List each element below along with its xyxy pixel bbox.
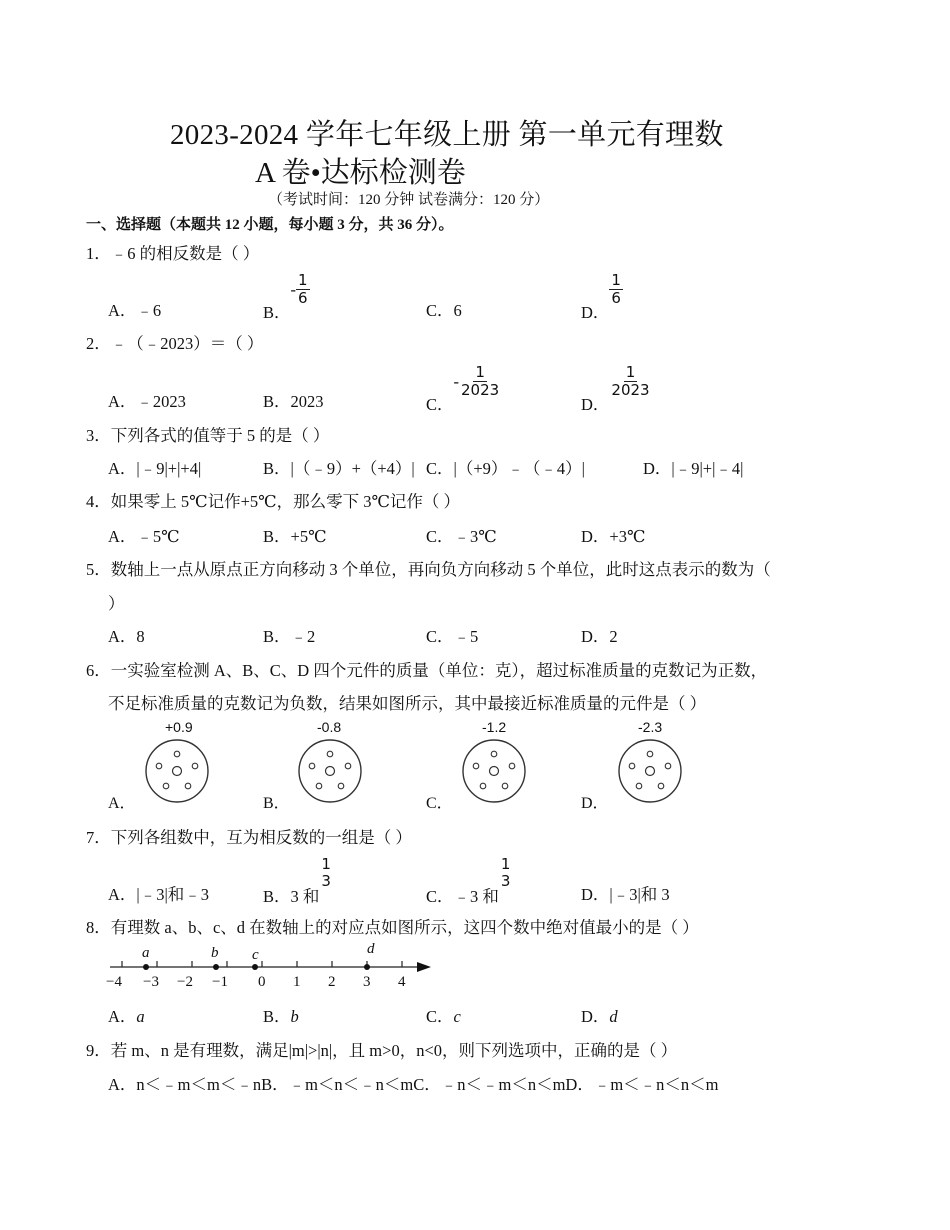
q8-option-d: D．d bbox=[581, 1007, 618, 1026]
q5-option-d: D．2 bbox=[581, 627, 618, 646]
q3-option-c: C．|（+9）﹣（﹣4）| bbox=[426, 459, 585, 478]
q1-option-d: D． $\frac{1}{6}$ bbox=[581, 271, 621, 323]
fraction: $\frac{1}{2023}$ bbox=[461, 363, 500, 399]
q1-option-c: C．6 bbox=[426, 301, 462, 320]
q5-option-a: A．8 bbox=[108, 627, 145, 646]
exam-info: （考试时间：120 分钟 试卷满分：120 分） bbox=[268, 192, 550, 208]
point-label-b: b bbox=[211, 945, 219, 961]
question-7: 7．下列各组数中，互为相反数的一组是（ ） bbox=[86, 828, 412, 847]
number-line-ticks: −4 −3 −2 −1 0 1 2 3 4 bbox=[106, 974, 406, 990]
q3-option-b: B．|（﹣9）+（+4）| bbox=[263, 459, 415, 478]
figure-label-d: D． bbox=[581, 795, 609, 812]
question-5: 5．数轴上一点从原点正方向移动 3 个单位，再向负方向移动 5 个单位，此时这点表示的数为（ bbox=[86, 560, 771, 579]
section-heading: 一、选择题（本题共 12 小题，每小题 3 分，共 36 分）。 bbox=[86, 217, 454, 233]
question-9: 9．若 m、n 是有理数，满足|m|>|n|，且 m>0，n<0，则下列选项中，正确的是（ ） bbox=[86, 1041, 678, 1060]
q8-option-a: A．a bbox=[108, 1007, 145, 1026]
q2-option-c: C．- $\frac{1}{2023}$ bbox=[426, 363, 500, 415]
figure-value-b: -0.8 bbox=[317, 719, 342, 735]
point-label-c: c bbox=[252, 947, 259, 963]
figure-label-b: B． bbox=[263, 795, 290, 812]
q3-option-d: D．|﹣9|+|﹣4| bbox=[643, 459, 744, 478]
question-1 bbox=[86, 240, 259, 264]
question-4: 4．如果零上 5℃记作+5℃，那么零下 3℃记作（ ） bbox=[86, 492, 461, 511]
component-disk-icon bbox=[142, 736, 212, 806]
q7-option-c: C．﹣3 和 1 3 bbox=[426, 855, 511, 906]
document-subtitle-title: A 卷•达标检测卷 bbox=[255, 157, 466, 189]
fraction: 1 3 bbox=[321, 855, 331, 890]
figure-label-c: C． bbox=[426, 795, 453, 812]
fraction: $\frac{1}{6}$ bbox=[611, 271, 621, 307]
q2-option-d: D． $\frac{1}{2023}$ bbox=[581, 363, 650, 415]
question-stem: ﹣6 的相反数是（ ） bbox=[110, 244, 260, 263]
q4-option-a: A．﹣5℃ bbox=[108, 527, 180, 546]
document-title: 2023-2024 学年七年级上册 第一单元有理数 bbox=[170, 119, 724, 151]
figure-value-a: +0.9 bbox=[165, 719, 193, 735]
q2-option-b: B．2023 bbox=[263, 392, 324, 411]
q7-option-d: D．|﹣3|和 3 bbox=[581, 885, 670, 904]
q9-options: A．n＜﹣m＜m＜﹣nB．﹣m＜n＜﹣n＜mC．﹣n＜﹣m＜n＜mD．﹣m＜﹣n＜n＜m bbox=[108, 1075, 719, 1094]
q1-option-b: B．- $\frac{1}{6}$ bbox=[263, 271, 308, 323]
fraction: $\frac{1}{6}$ bbox=[298, 271, 308, 307]
question-6: 6．一实验室检测 A、B、C、D 四个元件的质量（单位：克），超过标准质量的克数记为正数， bbox=[86, 661, 768, 680]
q5-option-c: C．﹣5 bbox=[426, 627, 479, 646]
fraction: 1 3 bbox=[500, 855, 511, 890]
component-disk-icon bbox=[615, 736, 685, 806]
question-3: 3．下列各式的值等于 5 的是（ ） bbox=[86, 426, 330, 445]
figure-label-a: A． bbox=[108, 795, 136, 812]
q1-option-a: A．﹣6 bbox=[108, 301, 162, 320]
question-8: 8．有理数 a、b、c、d 在数轴上的对应点如图所示，这四个数中绝对值最小的是（ ） bbox=[86, 918, 699, 937]
q4-option-b: B．+5℃ bbox=[263, 527, 327, 546]
fraction: $\frac{1}{2023}$ bbox=[611, 363, 650, 399]
question-6-continued: 不足标准质量的克数记为负数，结果如图所示，其中最接近标准质量的元件是（ ） bbox=[108, 694, 707, 713]
q8-option-b: B．b bbox=[263, 1007, 299, 1026]
figure-value-d: -2.3 bbox=[638, 719, 663, 735]
q4-option-d: D．+3℃ bbox=[581, 527, 646, 546]
question-2: 2．﹣（﹣2023）＝（ ） bbox=[86, 334, 264, 353]
q3-option-a: A．|﹣9|+|+4| bbox=[108, 459, 202, 478]
q7-option-a: A．|﹣3|和﹣3 bbox=[108, 885, 210, 904]
q2-option-a: A．﹣2023 bbox=[108, 392, 186, 411]
point-label-a: a bbox=[142, 945, 150, 961]
component-disk-icon bbox=[295, 736, 365, 806]
q7-option-b: B．3 和 1 3 bbox=[263, 855, 331, 906]
point-label-d: d bbox=[367, 941, 375, 957]
q4-option-c: C．﹣3℃ bbox=[426, 527, 497, 546]
question-number: 1． bbox=[86, 244, 111, 263]
figure-value-c: -1.2 bbox=[482, 719, 507, 735]
component-disk-icon bbox=[459, 736, 529, 806]
question-5-continued: ） bbox=[108, 594, 125, 613]
component-figures bbox=[108, 718, 808, 813]
q8-option-c: C．c bbox=[426, 1007, 461, 1026]
q5-option-b: B．﹣2 bbox=[263, 627, 316, 646]
